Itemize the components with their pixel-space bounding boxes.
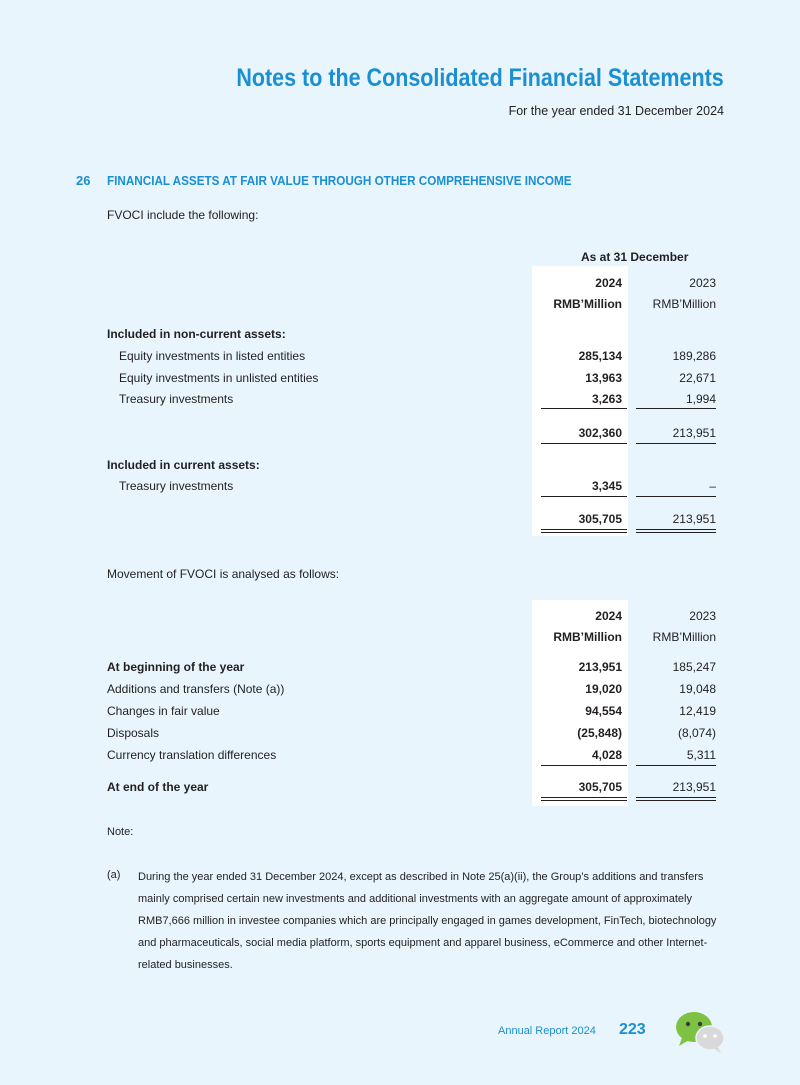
- end-total-2023: 213,951: [672, 780, 716, 794]
- row-label: At beginning of the year: [107, 660, 245, 674]
- row-value-2023: 185,247: [672, 660, 716, 674]
- row-value-2024: 213,951: [578, 660, 622, 674]
- row-label: Equity investments in unlisted entities: [119, 371, 319, 385]
- row-value-2024: 3,263: [591, 392, 622, 406]
- table1-unit-2024: RMB’Million: [553, 297, 622, 311]
- subtotal-rule: [541, 408, 627, 409]
- row-label: At end of the year: [107, 780, 209, 794]
- subtotal-rule: [636, 443, 716, 444]
- row-value-2023: 12,419: [679, 704, 716, 718]
- page-number: 223: [619, 1021, 646, 1038]
- end-total-2024: 305,705: [578, 780, 622, 794]
- total-rule: [636, 496, 716, 497]
- footer-label: Annual Report 2024: [498, 1025, 596, 1037]
- table1-unit-2023: RMB’Million: [652, 297, 716, 311]
- row-label: Additions and transfers (Note (a)): [107, 682, 285, 696]
- current-heading: Included in current assets:: [107, 458, 260, 472]
- row-value-2024: 13,963: [585, 371, 622, 385]
- row-value-2023: 22,671: [679, 371, 716, 385]
- note-text: During the year ended 31 December 2024, except as described in Note 25(a)(ii), the Group’s additions and transfers mainly comprised certain new investments and additional investments with an aggregate amount of approximately RMB7,666 million in investee companies which are principally engaged in games development, FinTech, biotechnology and pharmaceuticals, social media platform, sports equipment and apparel business, eCommerce and other Internet-related businesses.: [138, 871, 717, 971]
- row-value-2024: (25,848): [577, 726, 622, 740]
- row-value-2024: 4,028: [591, 748, 622, 762]
- row-label: Treasury investments: [119, 479, 234, 493]
- row-value-2024: 94,554: [585, 704, 622, 718]
- row-label: Equity investments in listed entities: [119, 349, 306, 363]
- row-value-2023: 5,311: [686, 748, 716, 762]
- double-rule: [636, 797, 716, 798]
- table-row-subtotal: [0, 426, 800, 444]
- page-title: Notes to the Consolidated Financial Statements: [236, 64, 724, 92]
- movement-col-2023: 2023: [689, 609, 716, 623]
- subtotal-rule: [636, 765, 716, 766]
- row-value-2023: 189,286: [672, 349, 716, 363]
- double-rule: [636, 532, 716, 533]
- table-row: [0, 748, 800, 766]
- double-rule: [636, 800, 716, 801]
- table-row-total: [0, 512, 800, 530]
- row-value-2023: (8,074): [677, 726, 716, 740]
- table1-current-heading-row: [0, 458, 800, 476]
- movement-unit-2023: RMB’Million: [652, 630, 716, 644]
- noncurrent-total-2023: 213,951: [672, 426, 716, 440]
- note-label: Note:: [107, 826, 134, 838]
- wechat-logo-icon: [674, 1010, 726, 1054]
- double-rule: [541, 797, 627, 798]
- movement-col-2024: 2024: [595, 609, 622, 623]
- double-rule: [636, 529, 716, 530]
- table-row: [0, 660, 800, 678]
- page-subtitle: For the year ended 31 December 2024: [508, 104, 724, 118]
- row-label: Disposals: [107, 726, 160, 740]
- grand-total-2024: 305,705: [578, 512, 622, 526]
- table-row: [0, 704, 800, 722]
- subtotal-rule: [541, 443, 627, 444]
- row-value-2024: 285,134: [578, 349, 622, 363]
- noncurrent-heading: Included in non-current assets:: [107, 327, 286, 341]
- section-title: FINANCIAL ASSETS AT FAIR VALUE THROUGH OTHER COMPREHENSIVE INCOME: [107, 173, 572, 188]
- row-label: Treasury investments: [119, 392, 234, 406]
- row-value-2023: 19,048: [679, 682, 716, 696]
- table-row: [0, 682, 800, 700]
- subtotal-rule: [541, 765, 627, 766]
- row-value-2024: 3,345: [591, 479, 622, 493]
- double-rule: [541, 800, 627, 801]
- section-intro: FVOCI include the following:: [107, 208, 259, 222]
- grand-total-2023: 213,951: [672, 512, 716, 526]
- double-rule: [541, 532, 627, 533]
- subtotal-rule: [636, 408, 716, 409]
- total-rule: [541, 496, 627, 497]
- row-value-2023: 1,994: [685, 392, 716, 406]
- table-row: [0, 371, 800, 389]
- row-label: Changes in fair value: [107, 704, 220, 718]
- table-row: [0, 349, 800, 367]
- noncurrent-total-2024: 302,360: [578, 426, 622, 440]
- movement-intro: Movement of FVOCI is analysed as follows:: [107, 567, 340, 581]
- table1-group-header: As at 31 December: [581, 250, 689, 264]
- movement-unit-2024: RMB’Million: [553, 630, 622, 644]
- double-rule: [541, 529, 627, 530]
- row-value-2024: 19,020: [585, 682, 622, 696]
- section-number: 26: [76, 173, 91, 188]
- table1-col-2024: 2024: [595, 276, 622, 290]
- note-marker: (a): [107, 869, 121, 881]
- row-value-2023: –: [709, 479, 716, 493]
- row-label: Currency translation differences: [107, 748, 277, 762]
- table-row: [0, 479, 800, 497]
- table1-noncurrent-heading-row: [0, 327, 800, 345]
- table-row: [0, 726, 800, 744]
- table1-col-2023: 2023: [689, 276, 716, 290]
- table-row-total: [0, 780, 800, 798]
